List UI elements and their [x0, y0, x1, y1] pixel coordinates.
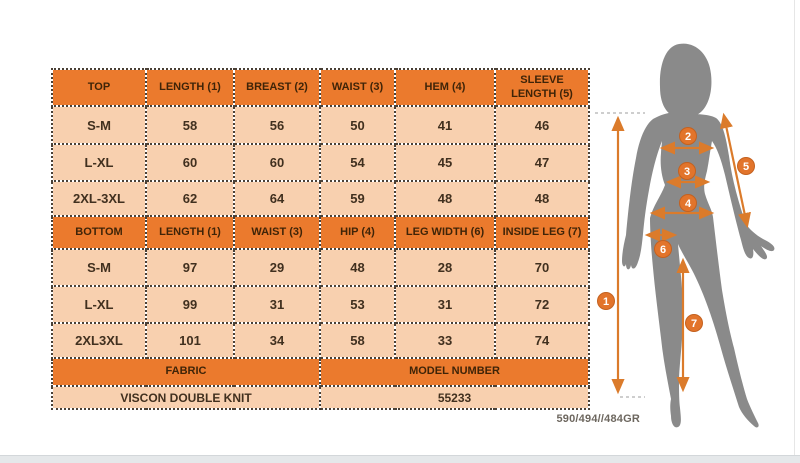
value-cell: 41 [395, 106, 495, 144]
value-cell: 58 [146, 106, 234, 144]
value-cell: 29 [234, 249, 320, 286]
value-cell: 34 [234, 323, 320, 358]
value-cell: 46 [495, 106, 589, 144]
marker-label-2: 2 [684, 131, 692, 143]
bottom-row-2xl3xl [52, 323, 589, 358]
value-cell: 59 [320, 181, 395, 216]
value-cell: 56 [234, 106, 320, 144]
info-value-row [52, 386, 589, 409]
value-cell: 47 [495, 144, 589, 181]
top-row-2xl-3xl [52, 181, 589, 216]
value-cell: 72 [495, 286, 589, 323]
value-cell: 99 [146, 286, 234, 323]
size-cell: L-XL [52, 144, 146, 181]
value-cell: 74 [495, 323, 589, 358]
size-cell: S-M [52, 249, 146, 286]
marker-label-4: 4 [684, 198, 692, 210]
bottom-row-s-m [52, 249, 589, 286]
value-cell: 48 [320, 249, 395, 286]
header-cell: BREAST (2) [234, 69, 320, 106]
marker-label-1: 1 [602, 296, 610, 308]
marker-label-5: 5 [742, 161, 750, 173]
model-header-cell: MODEL NUMBER [320, 358, 589, 386]
top-header-row [52, 69, 589, 106]
model-value-cell: 55233 [320, 386, 589, 409]
value-cell: 58 [320, 323, 395, 358]
header-cell: LENGTH (1) [146, 216, 234, 249]
header-cell: WAIST (3) [234, 216, 320, 249]
marker-label-6: 6 [659, 244, 667, 256]
value-cell: 45 [395, 144, 495, 181]
window-right-edge [794, 0, 795, 455]
weight-note: 590/494//484GR [556, 413, 640, 425]
header-cell: LEG WIDTH (6) [395, 216, 495, 249]
window-bottom-strip [0, 455, 800, 463]
header-cell: INSIDE LEG (7) [495, 216, 589, 249]
size-cell: L-XL [52, 286, 146, 323]
value-cell: 64 [234, 181, 320, 216]
value-cell: 101 [146, 323, 234, 358]
header-cell: BOTTOM [52, 216, 146, 249]
value-cell: 60 [234, 144, 320, 181]
value-cell: 62 [146, 181, 234, 216]
value-cell: 97 [146, 249, 234, 286]
value-cell: 33 [395, 323, 495, 358]
size-chart [51, 68, 590, 410]
marker-label-3: 3 [683, 166, 691, 178]
value-cell: 50 [320, 106, 395, 144]
size-cell: S-M [52, 106, 146, 144]
value-cell: 31 [234, 286, 320, 323]
female-silhouette [622, 44, 774, 428]
value-cell: 54 [320, 144, 395, 181]
info-header-row [52, 358, 589, 386]
top-row-s-m [52, 106, 589, 144]
header-cell: TOP [52, 69, 146, 106]
header-cell: WAIST (3) [320, 69, 395, 106]
header-cell: HEM (4) [395, 69, 495, 106]
size-chart-table [51, 68, 590, 410]
size-cell: 2XL-3XL [52, 181, 146, 216]
value-cell: 60 [146, 144, 234, 181]
fabric-value-cell: VISCON DOUBLE KNIT [52, 386, 320, 409]
header-cell: SLEEVE LENGTH (5) [495, 69, 589, 106]
value-cell: 48 [495, 181, 589, 216]
value-cell: 48 [395, 181, 495, 216]
value-cell: 28 [395, 249, 495, 286]
top-row-l-xl [52, 144, 589, 181]
value-cell: 53 [320, 286, 395, 323]
header-cell: LENGTH (1) [146, 69, 234, 106]
fabric-header-cell: FABRIC [52, 358, 320, 386]
marker-label-7: 7 [690, 318, 698, 330]
header-cell: HIP (4) [320, 216, 395, 249]
measurement-diagram [595, 28, 800, 440]
value-cell: 31 [395, 286, 495, 323]
bottom-row-l-xl [52, 286, 589, 323]
bottom-header-row [52, 216, 589, 249]
size-cell: 2XL3XL [52, 323, 146, 358]
value-cell: 70 [495, 249, 589, 286]
